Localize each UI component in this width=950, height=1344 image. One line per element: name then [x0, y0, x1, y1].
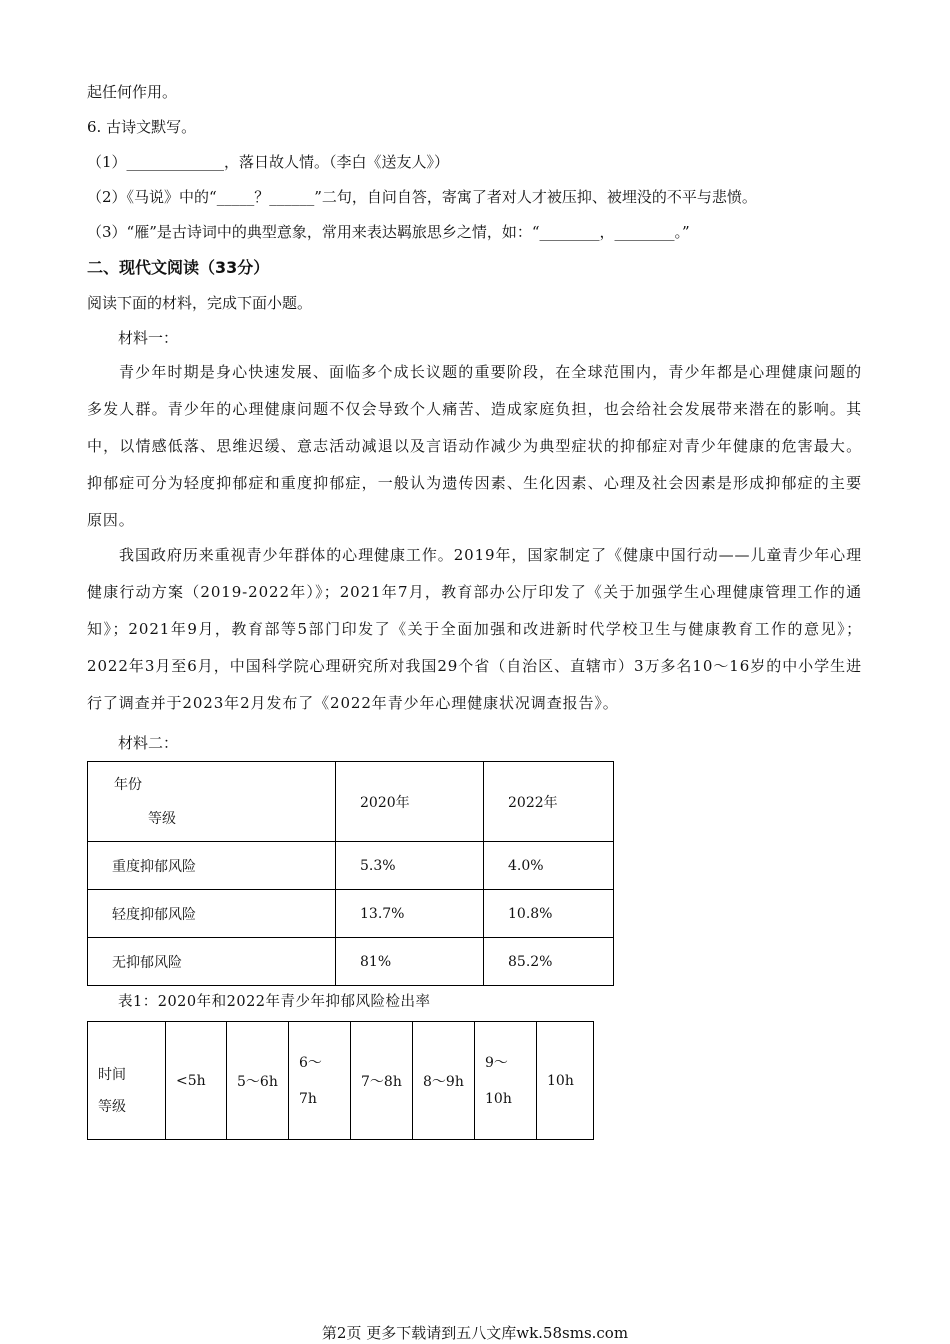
cell-2022: 85.2%	[484, 938, 614, 986]
question-6: 6. 古诗文默写。	[87, 118, 197, 136]
question-6-3: （3）“雁”是古诗词中的典型意象，常用来表达羁旅思乡之情，如：“________，________。”	[87, 223, 690, 241]
depression-risk-table	[87, 761, 614, 986]
row-label: 无抑郁风险	[88, 938, 336, 986]
page-footer: 第2页 更多下载请到五八文库wk.58sms.com	[321, 1324, 629, 1342]
cell-2020: 13.7%	[336, 890, 484, 938]
cell-2022: 4.0%	[484, 842, 614, 890]
sleep-time-table	[87, 1021, 594, 1140]
col-6-7h	[289, 1022, 351, 1140]
paragraph-2: 我国政府历来重视青少年群体的心理健康工作。2019年，国家制定了《健康中国行动——儿童青少年心理健康行动方案（2019-2022年）》；2021年7月，教育部办公厅印发了《关于加强学生心理健康管理工作的通知》；2021年9月，教育部等5部门印发了《关于全面加强和改进新时代学校卫生与健康教育工作的意见》；2022年3月至6月，中国科学院心理研究所对我国29个省（自治区、直辖市）3万多名10～16岁的中小学生进行了调查并于2023年2月发布了《2022年青少年心理健康状况调查报告》。	[87, 546, 862, 712]
col-9-10h-bottom: 10h	[485, 1090, 512, 1107]
question-6-2: （2）《马说》中的“_____？______”二句，自问自答，寄寓了者对人才被压抑、被埋没的不平与悲愤。	[87, 188, 757, 206]
cell-2020: 5.3%	[336, 842, 484, 890]
col-5-6h: 5～6h	[227, 1022, 289, 1140]
section-heading: 二、现代文阅读（33分）	[87, 258, 270, 277]
row-label: 重度抑郁风险	[88, 842, 336, 890]
diagonal-header-cell	[88, 762, 336, 842]
instruction: 阅读下面的材料，完成下面小题。	[87, 294, 313, 312]
cell-2022: 10.8%	[484, 890, 614, 938]
text-line: 起任何作用。	[87, 83, 178, 101]
header-level: 等级	[148, 810, 176, 827]
header-level: 等级	[98, 1098, 126, 1115]
col-6-7h-top: 6～	[299, 1054, 322, 1071]
table-row	[88, 938, 614, 986]
col-9-10h-top: 9～	[485, 1054, 508, 1071]
table-row	[88, 890, 614, 938]
table1-caption: 表1：2020年和2022年青少年抑郁风险检出率	[118, 994, 431, 1010]
question-6-1: （1）_____________，落日故人情。（李白《送友人》）	[87, 153, 450, 171]
col-6-7h-bottom: 7h	[299, 1090, 317, 1107]
header-2022: 2022年	[484, 762, 614, 842]
diagonal-header-cell	[88, 1022, 166, 1140]
material2-label: 材料二：	[118, 734, 179, 752]
cell-2020: 81%	[336, 938, 484, 986]
paragraph-1: 青少年时期是身心快速发展、面临多个成长议题的重要阶段，在全球范围内，青少年都是心理健康问题的多发人群。青少年的心理健康问题不仅会导致个人痛苦、造成家庭负担，也会给社会发展带来潜在的影响。其中，以情感低落、思维迟缓、意志活动减退以及言语动作减少为典型症状的抑郁症对青少年健康的危害最大。抑郁症可分为轻度抑郁症和重度抑郁症，一般认为遗传因素、生化因素、心理及社会因素是形成抑郁症的主要原因。	[87, 363, 862, 529]
header-time: 时间	[98, 1066, 126, 1083]
table-header-row	[88, 1022, 594, 1140]
col-lt5h: <5h	[166, 1022, 227, 1140]
col-7-8h: 7～8h	[351, 1022, 413, 1140]
header-2020: 2020年	[336, 762, 484, 842]
row-label: 轻度抑郁风险	[88, 890, 336, 938]
col-9-10h	[475, 1022, 537, 1140]
table-header-row	[88, 762, 614, 842]
material1-label: 材料一：	[118, 329, 179, 347]
col-10h: 10h	[537, 1022, 594, 1140]
table-row	[88, 842, 614, 890]
header-year: 年份	[114, 776, 142, 793]
col-8-9h: 8～9h	[413, 1022, 475, 1140]
